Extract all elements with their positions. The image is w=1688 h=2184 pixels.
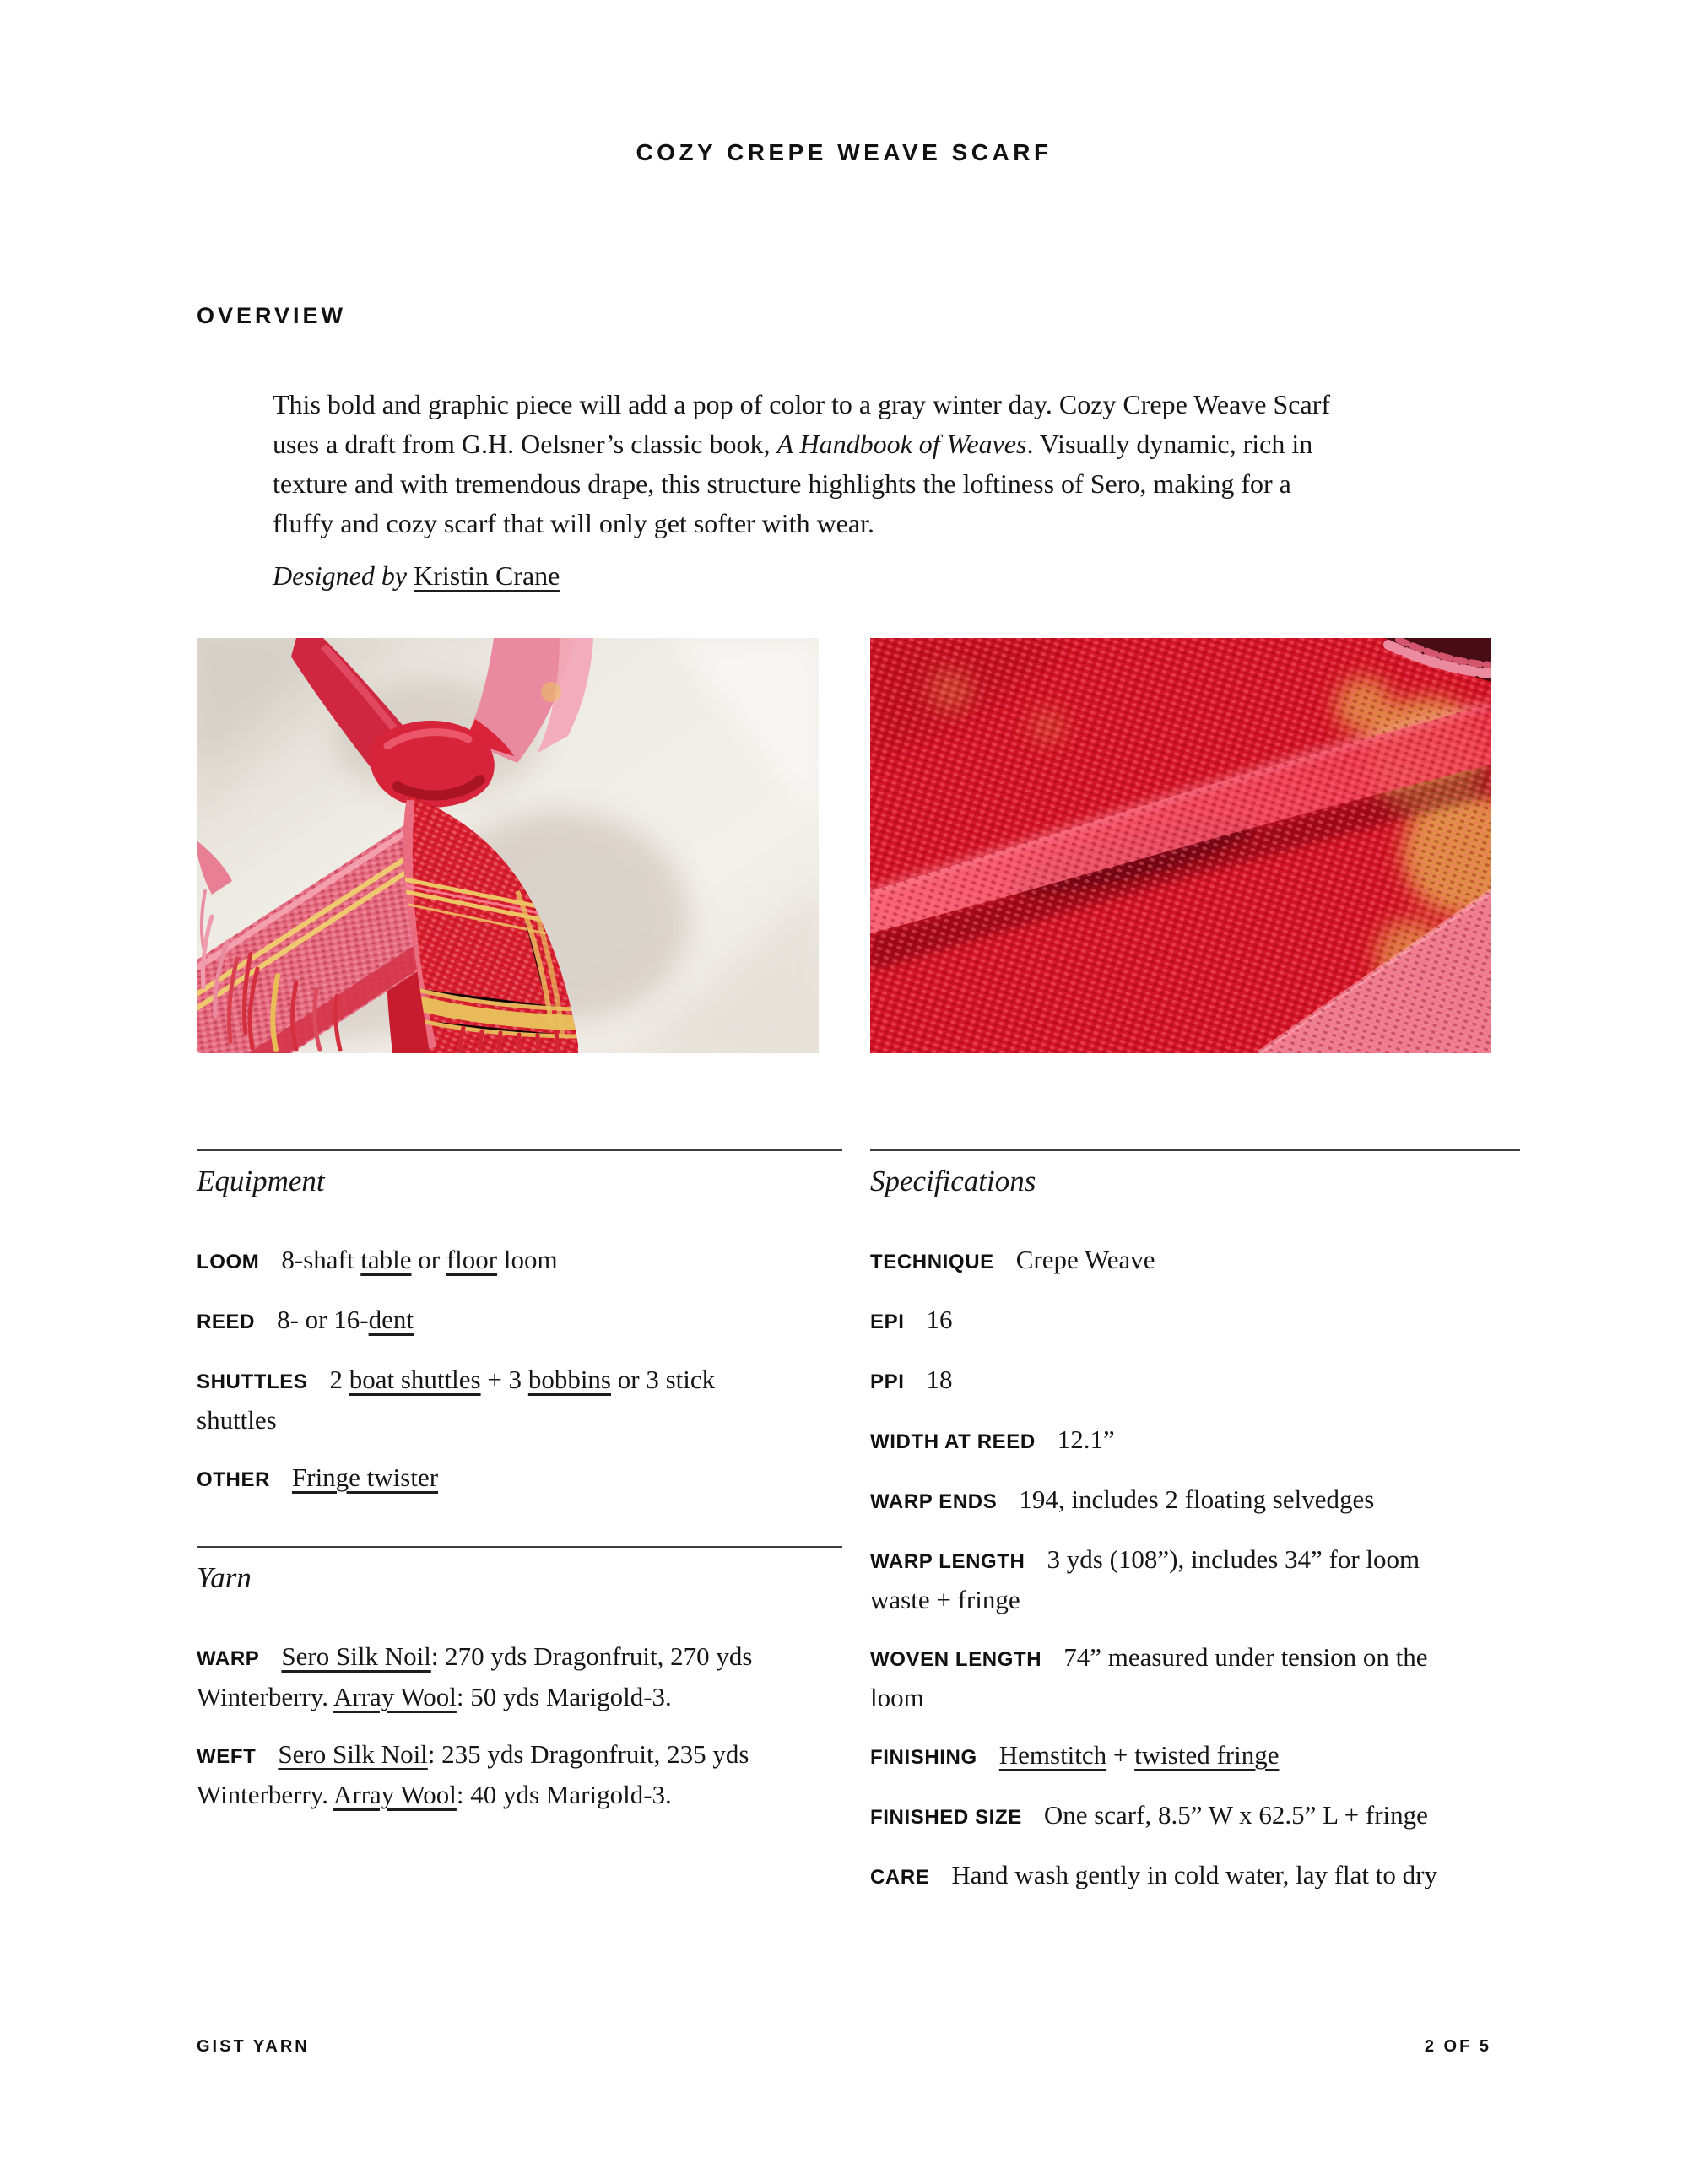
right-column [870,1149,1520,1916]
specification-rows [870,1241,1520,1896]
row-value [197,1739,749,1809]
row-value [926,1305,952,1334]
spec-row [870,1856,1520,1896]
text-run: 12.1” [1057,1424,1115,1454]
inline-link[interactable]: Hemstitch [998,1740,1107,1770]
text-run: One scarf, 8.5” W x 62.5” L + fringe [1043,1800,1428,1830]
text-run: : 235 yds Dragonfruit, 235 yds [427,1739,749,1769]
text-run: texture and with tremendous drape, this structure highlights the loftiness of Sero, making for a [273,468,1291,499]
spec-row [870,1420,1520,1461]
spec-row [870,1360,1520,1401]
text-run: 194, includes 2 floating selvedges [1019,1484,1375,1514]
row-value [999,1740,1280,1770]
text-run: + 3 [480,1365,528,1394]
row-value [1016,1245,1155,1274]
row-label: FINISHING [870,1746,977,1769]
text-run: 74” measured under tension on the [1063,1642,1428,1672]
text-run: 3 yds (108”), includes 34” for loom [1047,1544,1420,1574]
spec-row [197,1241,842,1281]
text-run: uses a draft from G.H. Oelsner’s classic book, [273,429,777,459]
divider [870,1149,1520,1151]
scarf-photo [197,638,819,1053]
overview-heading: OVERVIEW [197,303,347,329]
yarn-section [197,1546,842,1814]
inline-link[interactable]: bobbins [528,1365,611,1394]
text-run: + [1106,1740,1135,1770]
inline-link[interactable]: floor [446,1245,498,1274]
row-value [281,1245,557,1274]
text-run: 8-shaft [281,1245,361,1274]
specifications-section [870,1149,1520,1896]
spec-row [870,1796,1520,1836]
text-run: shuttles [197,1405,277,1435]
row-label: TECHNIQUE [870,1251,994,1273]
text-run: 18 [926,1365,953,1394]
row-label: PPI [870,1370,905,1393]
inline-link[interactable]: twisted fringe [1134,1740,1280,1770]
row-value [926,1365,952,1394]
row-value [197,1641,752,1711]
scarf-photo-art [197,638,819,1053]
inline-link[interactable]: Array Wool [333,1780,457,1809]
spec-row [870,1480,1520,1521]
left-column [197,1149,842,1833]
row-label: WIDTH AT REED [870,1430,1036,1453]
equipment-rows [197,1241,842,1499]
row-label: CARE [870,1866,930,1889]
text-run: waste + fringe [870,1585,1020,1614]
row-value [277,1305,414,1334]
text-run: : 50 yds Marigold-3. [456,1682,672,1711]
equipment-heading: Equipment [197,1165,325,1197]
fabric-closeup-photo [870,638,1491,1053]
text-run: 16 [926,1305,953,1334]
inline-link[interactable]: Kristin Crane [414,560,560,591]
text-run: fluffy and cozy scarf that will only get softer with wear. [273,508,874,538]
inline-link[interactable]: Sero Silk Noil [281,1641,431,1671]
text-run: loom [870,1683,924,1712]
spec-row [870,1540,1520,1619]
specifications-heading: Specifications [870,1165,1036,1197]
spec-row [197,1735,842,1814]
divider [197,1546,842,1548]
divider [197,1149,842,1151]
text-run: : 270 yds Dragonfruit, 270 yds [430,1641,753,1671]
row-label: LOOM [197,1251,260,1273]
spec-row [870,1638,1520,1716]
row-label: WARP ENDS [870,1490,998,1513]
equipment-section [197,1149,842,1499]
text-run: loom [497,1245,558,1274]
row-value [1019,1484,1374,1514]
yarn-rows [197,1637,842,1814]
fabric-photo-art [870,638,1491,1053]
text-run: Crepe Weave [1015,1245,1155,1274]
text-run: : 40 yds Marigold-3. [456,1780,672,1809]
text-run: or 3 stick [611,1365,716,1394]
row-label: EPI [870,1311,905,1333]
spec-row [197,1637,842,1716]
row-label: WARP [197,1647,260,1670]
row-value [292,1462,438,1492]
inline-link[interactable]: Fringe twister [292,1462,439,1492]
row-label: OTHER [197,1468,270,1491]
text-run: A Handbook of Weaves [776,429,1027,459]
text-run: Designed by [273,560,414,591]
inline-link[interactable]: table [360,1245,412,1274]
brand-name: GIST YARN [197,2037,310,2056]
row-value [1058,1424,1115,1454]
page-number: 2 OF 5 [1424,2037,1491,2056]
page-footer [197,2037,1491,2057]
text-run: . Visually dynamic, rich in [1026,429,1313,459]
spec-row [197,1458,842,1499]
text-run: 2 [329,1365,349,1394]
text-run: This bold and graphic piece will add a pop of color to a gray winter day. Cozy Crepe Weave Scarf [273,389,1330,419]
inline-link[interactable]: dent [368,1305,414,1334]
row-label: FINISHED SIZE [870,1806,1022,1829]
spec-row [197,1360,842,1439]
row-label: REED [197,1311,256,1333]
text-run: 8- or 16- [277,1305,369,1334]
yarn-heading: Yarn [197,1561,252,1594]
row-value [1044,1800,1428,1830]
designer-byline [273,560,560,592]
row-label: SHUTTLES [197,1370,308,1393]
spec-row [870,1300,1520,1341]
row-label: WEFT [197,1745,257,1768]
row-label: WOVEN LENGTH [870,1648,1042,1671]
row-value [951,1860,1437,1889]
page-title: COZY CREPE WEAVE SCARF [636,139,1052,165]
spec-row [197,1300,842,1341]
inline-link[interactable]: Array Wool [333,1682,457,1711]
text-run: Hand wash gently in cold water, lay flat to dry [951,1860,1437,1889]
spec-row [870,1241,1520,1281]
text-run: or [411,1245,446,1274]
overview-paragraph [273,385,1539,543]
row-label: WARP LENGTH [870,1550,1025,1573]
spec-row [870,1736,1520,1776]
text-run: Winterberry. [197,1682,334,1711]
inline-link[interactable]: Sero Silk Noil [278,1739,428,1769]
text-run: Winterberry. [197,1780,334,1809]
inline-link[interactable]: boat shuttles [349,1365,481,1394]
